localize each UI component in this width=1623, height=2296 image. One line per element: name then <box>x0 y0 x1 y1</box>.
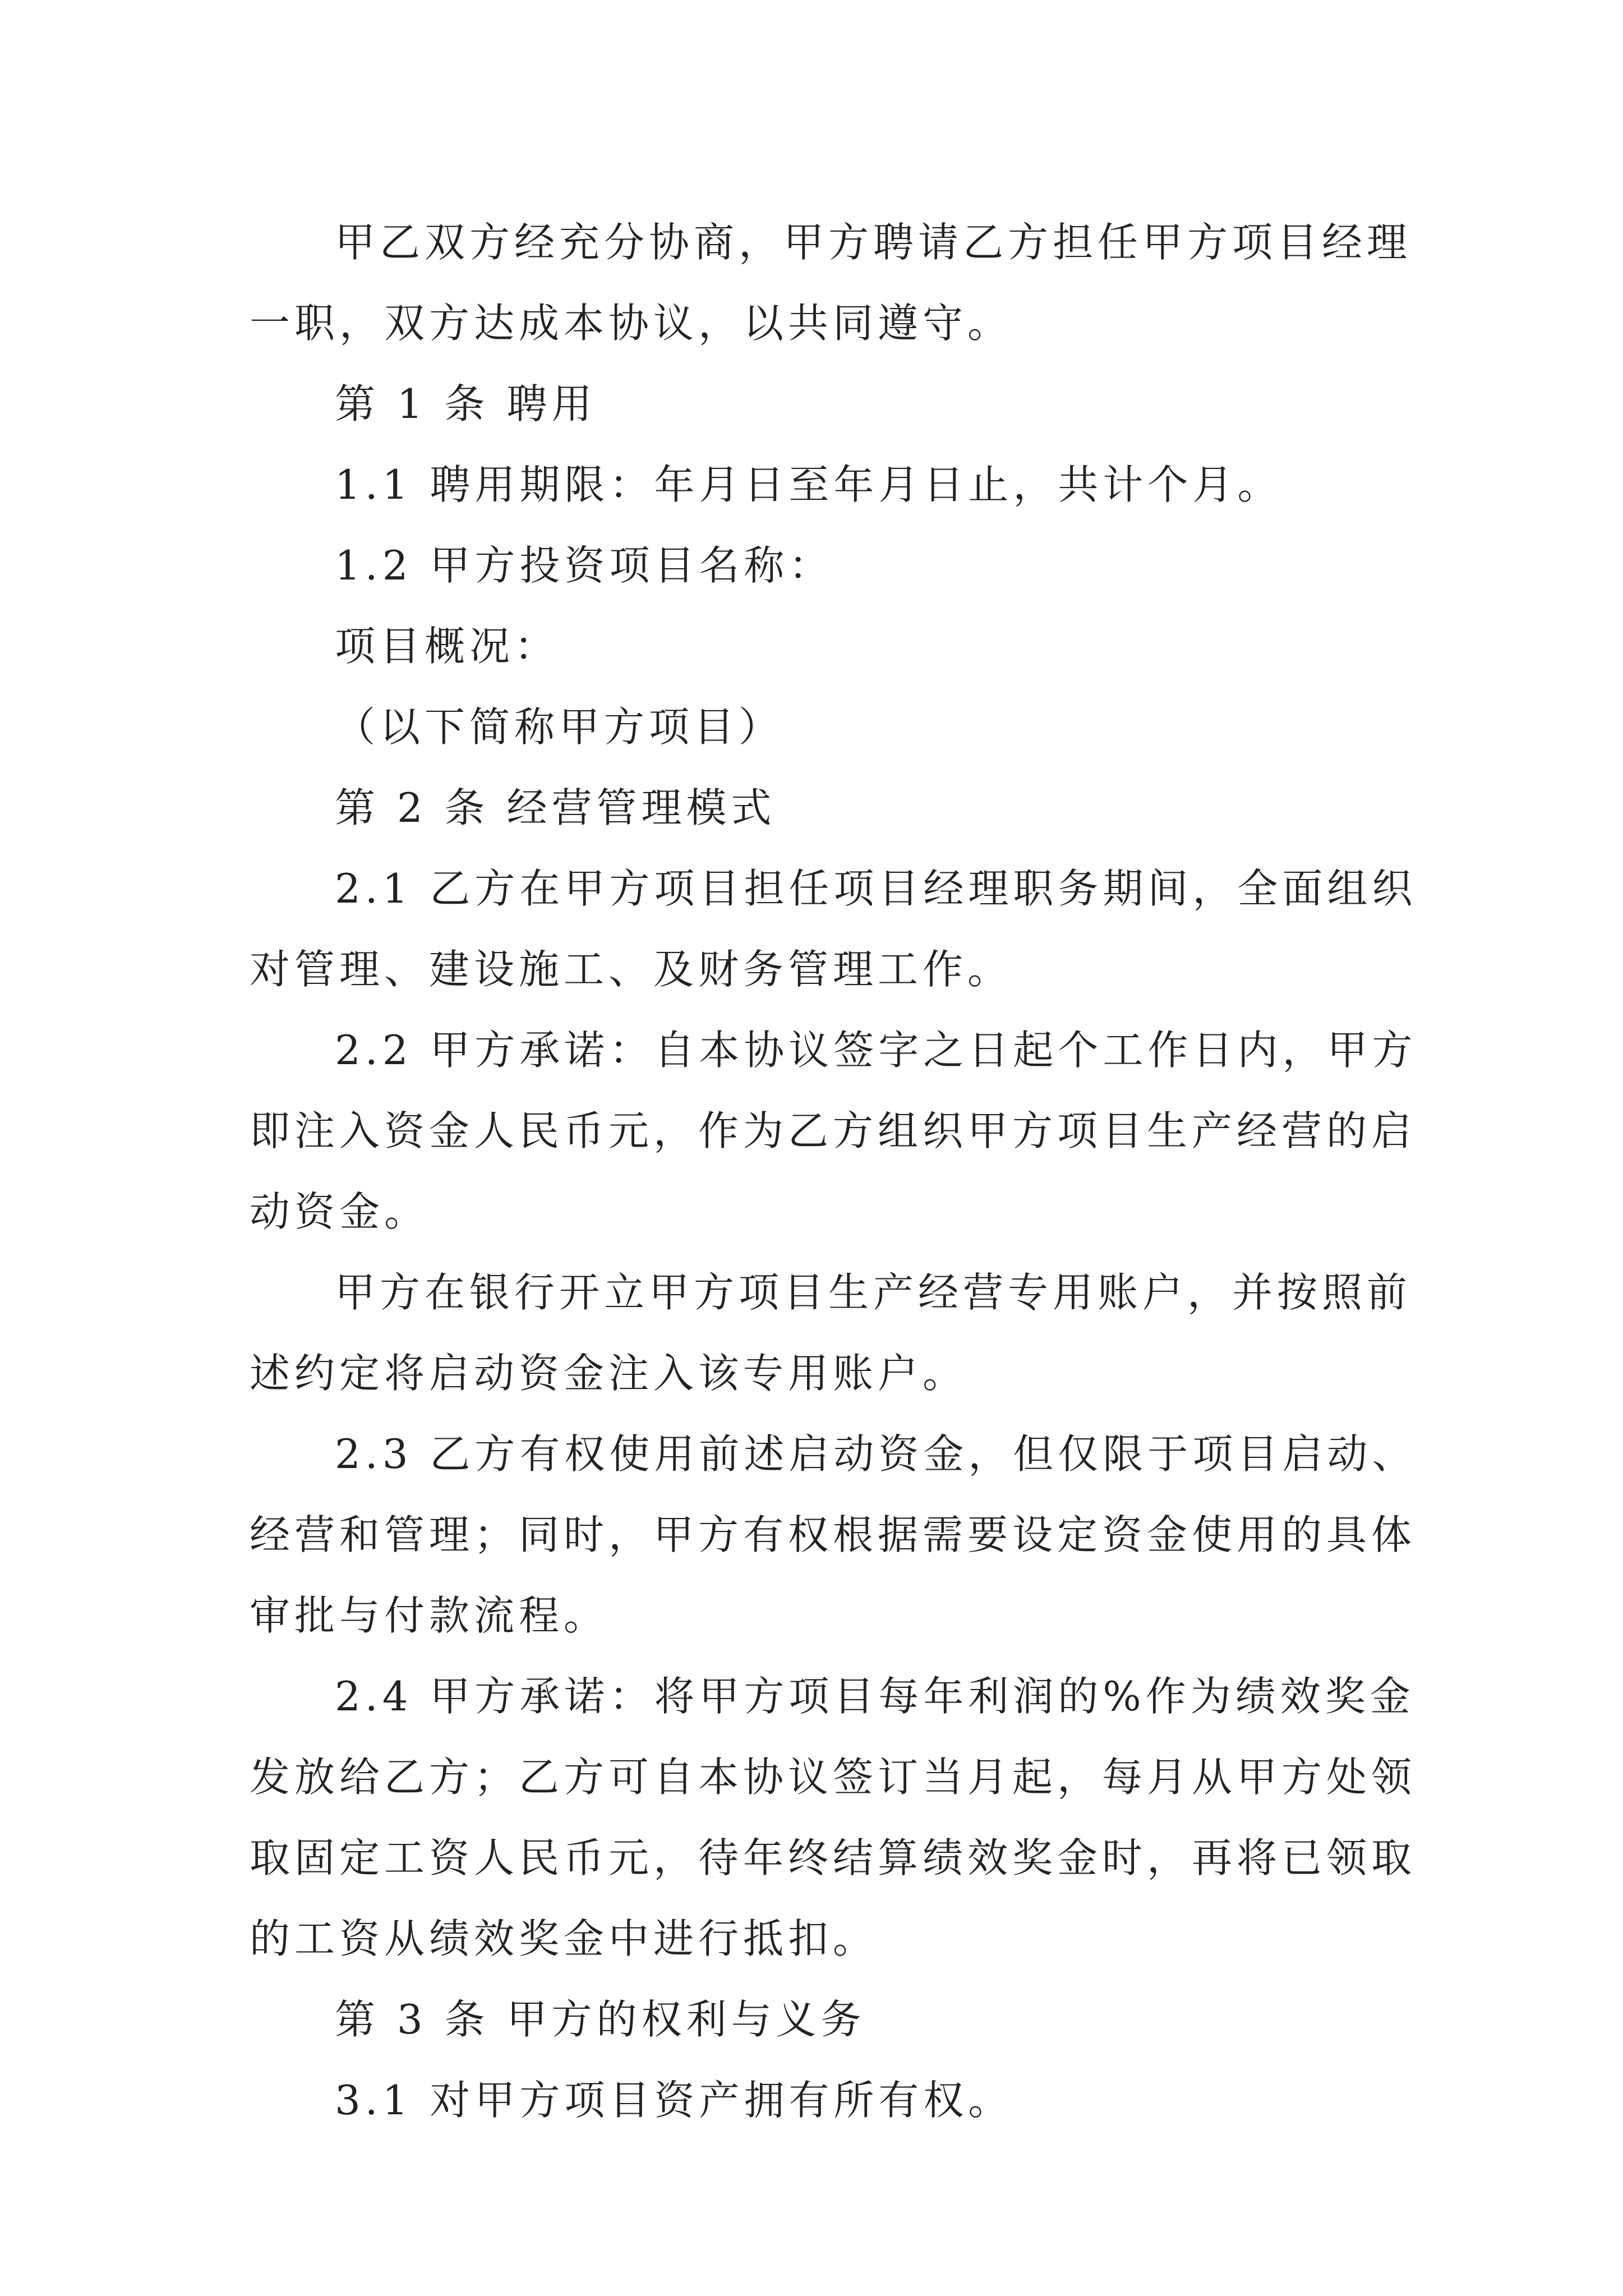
paragraph-line: 审批与付款流程。 <box>250 1592 609 1639</box>
clause-line: 2.4 甲方承诺：将甲方项目每年利润的%作为绩效奖金 <box>335 1673 1415 1720</box>
clause-line: 2.2 甲方承诺：自本协议签字之日起个工作日内，甲方 <box>335 1027 1417 1074</box>
paragraph-line: 动资金。 <box>250 1188 430 1235</box>
paragraph-line: 项目概况： <box>335 623 560 670</box>
section-heading: 第 2 条 经营管理模式 <box>335 784 776 831</box>
paragraph-line: 一职，双方达成本协议，以共同遵守。 <box>250 300 1013 347</box>
paragraph-line: 述约定将启动资金注入该专用账户。 <box>250 1350 968 1397</box>
document-body <box>250 202 1417 2141</box>
clause-line: 2.1 乙方在甲方项目担任项目经理职务期间，全面组织 <box>335 865 1417 912</box>
paragraph-line: 经营和管理；同时，甲方有权根据需要设定资金使用的具体 <box>250 1511 1417 1558</box>
section-heading: 第 3 条 甲方的权利与义务 <box>335 1996 866 2043</box>
clause-line: 1.2 甲方投资项目名称： <box>335 542 834 589</box>
paragraph-line: 对管理、建设施工、及财务管理工作。 <box>250 946 1013 993</box>
paragraph-line: 取固定工资人民币元，待年终结算绩效奖金时，再将已领取 <box>250 1834 1417 1881</box>
paragraph-line: （以下简称甲方项目） <box>335 703 784 751</box>
clause-line: 2.3 乙方有权使用前述启动资金，但仅限于项目启动、 <box>335 1430 1417 1478</box>
clause-line: 3.1 对甲方项目资产拥有所有权。 <box>335 2077 1013 2124</box>
section-heading: 第 1 条 聘用 <box>335 380 597 427</box>
paragraph-line: 发放给乙方；乙方可自本协议签订当月起，每月从甲方处领 <box>250 1754 1417 1801</box>
paragraph-line: 的工资从绩效奖金中进行抵扣。 <box>250 1915 878 1962</box>
paragraph-line: 即注入资金人民币元，作为乙方组织甲方项目生产经营的启 <box>250 1107 1417 1154</box>
paragraph-line: 甲乙双方经充分协商，甲方聘请乙方担任甲方项目经理 <box>335 219 1412 266</box>
paragraph-line: 甲方在银行开立甲方项目生产经营专用账户，并按照前 <box>335 1269 1412 1316</box>
clause-line: 1.1 聘用期限：年月日至年月日止，共计个月。 <box>335 461 1283 508</box>
